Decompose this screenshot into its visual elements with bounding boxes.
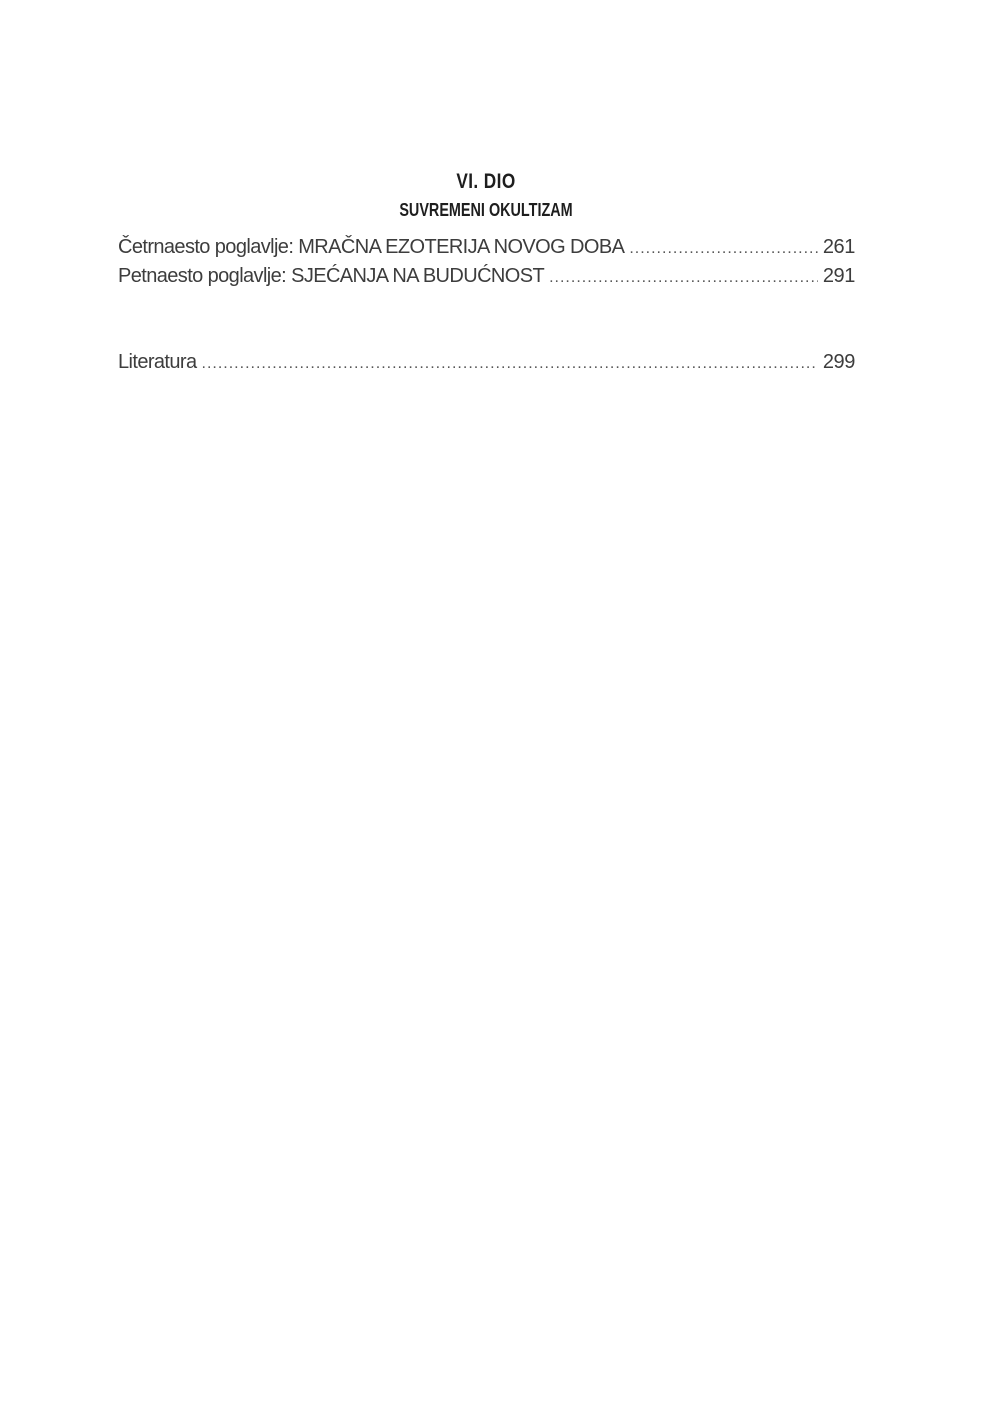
toc-entry-page-number: 291	[822, 265, 855, 287]
toc-entry-chapter-15[interactable]	[118, 262, 855, 290]
toc-entry-label: Literatura	[118, 351, 197, 373]
dot-leader	[549, 264, 818, 292]
toc-entry-chapter-14[interactable]	[118, 233, 855, 261]
dot-leader	[202, 350, 818, 378]
toc-entry-literature[interactable]	[118, 348, 855, 376]
part-title-heading: SUVREMENI OKULTIZAM	[399, 200, 573, 220]
toc-entry-page-number: 299	[822, 351, 855, 373]
toc-entry-label: Petnaesto poglavlje: SJEĆANJA NA BUDUĆNOST	[118, 265, 545, 287]
toc-entry-page-number: 261	[822, 236, 855, 258]
part-number-heading: VI. DIO	[456, 170, 516, 193]
toc-entry-label: Četrnaesto poglavlje: MRAČNA EZOTERIJA NOVOG DOBA	[118, 236, 625, 258]
dot-leader	[629, 235, 818, 263]
